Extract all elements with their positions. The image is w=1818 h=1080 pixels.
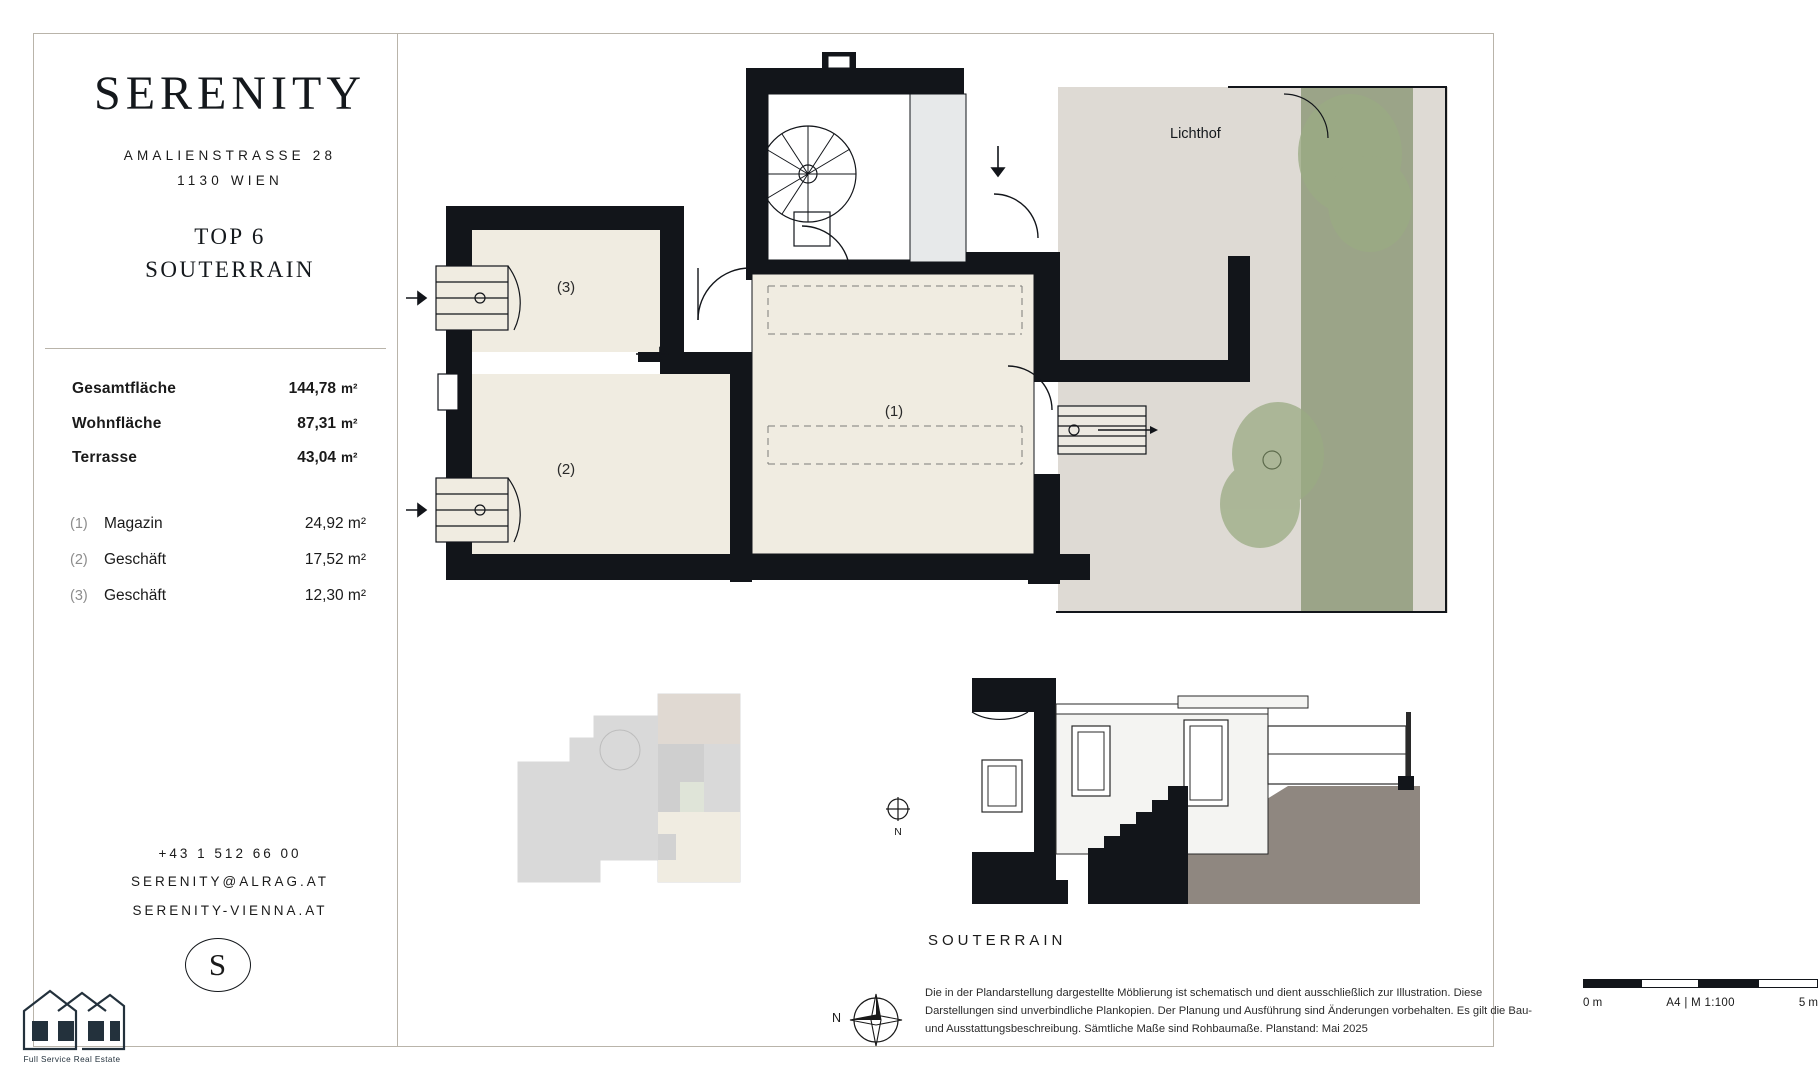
address-line-1: AMALIENSTRASSE 28 bbox=[123, 148, 337, 163]
compass-icon bbox=[885, 796, 911, 822]
area-label: Terrasse bbox=[72, 449, 138, 466]
contact-email[interactable]: SERENITY@ALRAG.AT bbox=[131, 874, 329, 890]
svg-text:(1): (1) bbox=[884, 403, 904, 420]
room-number: (3) bbox=[70, 588, 88, 604]
scale-bar-track bbox=[1583, 979, 1818, 988]
fsr-logo bbox=[8, 985, 136, 1077]
area-value: 87,31 bbox=[297, 414, 336, 432]
scale-bar bbox=[1583, 979, 1818, 1009]
area-unit: m² bbox=[341, 450, 358, 465]
contact-block bbox=[60, 840, 400, 925]
room-legend-list bbox=[70, 515, 370, 623]
area-unit: m² bbox=[341, 415, 358, 431]
scale-right-label: 5 m bbox=[1798, 997, 1818, 1009]
key-plan-compass bbox=[885, 796, 911, 840]
room-number: (2) bbox=[70, 552, 88, 568]
svg-text:(3): (3) bbox=[556, 279, 576, 296]
area-label: Wohnfläche bbox=[72, 414, 162, 432]
compass-rose-icon bbox=[848, 992, 904, 1048]
scale-seg bbox=[1641, 979, 1699, 988]
scale-left-label: 0 m bbox=[1583, 997, 1603, 1009]
page-title: SERENITY bbox=[94, 67, 366, 120]
contact-website[interactable]: SERENITY-VIENNA.AT bbox=[132, 902, 328, 918]
souterrain-floorplan-drawing bbox=[398, 34, 1494, 634]
area-row bbox=[72, 415, 372, 433]
room-area: 24,92 m² bbox=[304, 515, 366, 532]
scale-seg bbox=[1758, 979, 1818, 988]
disclaimer-text: Die in der Plandarstellung dargestellte Möblierung ist schematisch und dient ausschließlich zur Illustration. Diese Darstellungen sind unverbindliche Plankopien. Der Planung und Ausführung sind Änderungen vorbehalten. Es gilt die Bau- und Ausstattungsbeschreibung. Sämtliche Maße sind Rohbaumaße. Planstand: Mai 2025 bbox=[925, 987, 1533, 1036]
room-name: Magazin bbox=[104, 515, 163, 532]
unit-line-2: SOUTERRAIN bbox=[145, 257, 315, 283]
brand-block bbox=[60, 67, 400, 287]
scale-bar-labels bbox=[1583, 997, 1818, 1009]
section-elevation-drawing bbox=[968, 664, 1448, 914]
list-item bbox=[70, 551, 370, 569]
area-value: 43,04 bbox=[297, 449, 336, 466]
fsr-caption: Full Service Real Estate bbox=[23, 1055, 121, 1064]
scale-seg bbox=[1699, 979, 1758, 988]
area-unit: m² bbox=[341, 381, 358, 396]
unit-line-1: TOP 6 bbox=[194, 223, 266, 249]
monogram-letter: S bbox=[208, 947, 228, 982]
key-plan-diagram bbox=[508, 682, 768, 912]
unit-designation bbox=[60, 220, 400, 287]
floor-plan-area bbox=[398, 34, 1818, 1046]
key-plan-caption: SOUTERRAIN bbox=[928, 932, 1067, 949]
list-item bbox=[70, 587, 370, 605]
room-area: 17,52 m² bbox=[304, 551, 366, 568]
area-row bbox=[72, 449, 372, 467]
room-name: Geschäft bbox=[104, 587, 167, 604]
project-address bbox=[60, 144, 400, 194]
house-badge-icon bbox=[18, 987, 128, 1053]
left-panel-divider bbox=[45, 348, 386, 349]
address-line-2: 1130 WIEN bbox=[177, 172, 283, 188]
list-item bbox=[70, 515, 370, 533]
area-value: 144,78 bbox=[288, 380, 336, 397]
scale-middle-label: A4 | M 1:100 bbox=[1666, 997, 1735, 1009]
serenity-monogram-logo bbox=[185, 938, 253, 994]
area-label: Gesamtfläche bbox=[72, 380, 177, 397]
compass-north-label: N bbox=[894, 826, 902, 838]
room-number: (1) bbox=[70, 516, 88, 532]
area-row bbox=[72, 380, 372, 398]
scale-seg bbox=[1583, 979, 1641, 988]
compass-north-label-large: N bbox=[832, 1011, 842, 1025]
lichthof-label: Lichthof bbox=[1170, 126, 1221, 142]
contact-phone[interactable]: +43 1 512 66 00 bbox=[158, 846, 302, 861]
area-summary-list bbox=[72, 380, 372, 484]
north-compass bbox=[832, 992, 904, 1050]
room-name: Geschäft bbox=[104, 551, 167, 568]
svg-text:(2): (2) bbox=[556, 461, 576, 478]
room-area: 12,30 m² bbox=[304, 587, 366, 604]
